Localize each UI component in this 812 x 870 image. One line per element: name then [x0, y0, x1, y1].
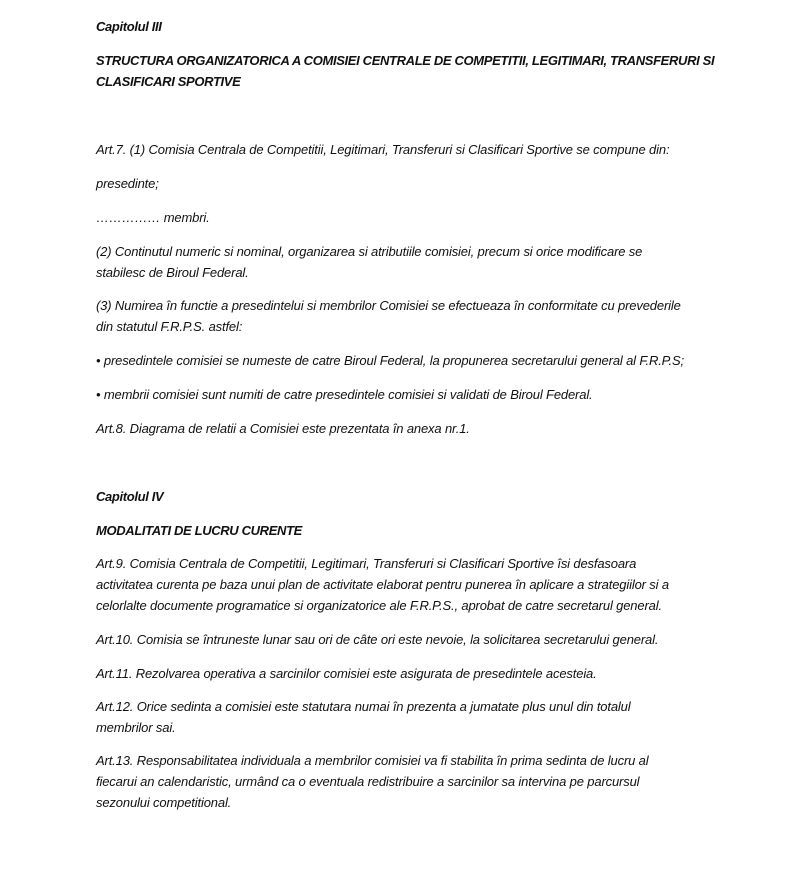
article-10: Art.10. Comisia se întruneste lunar sau ori de câte ori este nevoie, la solicitarea secretarului general.	[96, 632, 659, 647]
article-13: Art.13. Responsabilitatea individuala a membrilor comisiei va fi stabilita în prima sedinta de lucru al fiecarui an calendaristic, urmând ca o eventuala redistribuire a sarcinilor sa intervina pe parcursul sezonului competitional.	[96, 753, 649, 810]
chapter-iii-title: Capitolul III	[96, 19, 162, 34]
article-7-paragraph-3: (3) Numirea în functie a presedintelui si membrilor Comisiei se efectueaza în conformitate cu prevederile din statutul F.R.P.S. astfel:	[96, 298, 681, 334]
article-12: Art.12. Orice sedinta a comisiei este statutara numai în prezenta a jumatate plus unul din totalul membrilor sai.	[96, 699, 631, 735]
article-7-presedinte: presedinte;	[96, 176, 159, 191]
article-11: Art.11. Rezolvarea operativa a sarcinilor comisiei este asigurata de presedintele acesteia.	[96, 666, 597, 681]
bullet-membrii: • membrii comisiei sunt numiti de catre presedintele comisiei si validati de Biroul Federal.	[96, 387, 593, 402]
article-9: Art.9. Comisia Centrala de Competitii, Legitimari, Transferuri si Clasificari Sportive îsi desfasoara activitatea curenta pe baza unui plan de activitate elaborat pentru punerea în aplicare a strategiilor si a celorlalte documente programatice si organizatorice ale F.R.P.S., aprobat de catre secretarul general.	[96, 556, 669, 613]
article-8: Art.8. Diagrama de relatii a Comisiei este prezentata în anexa nr.1.	[96, 421, 470, 436]
article-7-paragraph-1: Art.7. (1) Comisia Centrala de Competitii, Legitimari, Transferuri si Clasificari Sportive se compune din:	[96, 142, 670, 157]
bullet-presedinte: • presedintele comisiei se numeste de catre Biroul Federal, la propunerea secretarului general al F.R.P.S;	[96, 353, 684, 368]
article-7-membri: …………… membri.	[96, 210, 210, 225]
article-7-paragraph-2: (2) Continutul numeric si nominal, organizarea si atributiile comisiei, precum si orice modificare se stabilesc de Biroul Federal.	[96, 244, 643, 280]
chapter-iv-subtitle: MODALITATI DE LUCRU CURENTE	[96, 523, 302, 538]
chapter-iv-title: Capitolul IV	[96, 489, 164, 504]
chapter-iii-subtitle: STRUCTURA ORGANIZATORICA A COMISIEI CENTRALE DE COMPETITII, LEGITIMARI, TRANSFERURI SI CLASIFICARI SPORTIVE	[96, 53, 715, 89]
